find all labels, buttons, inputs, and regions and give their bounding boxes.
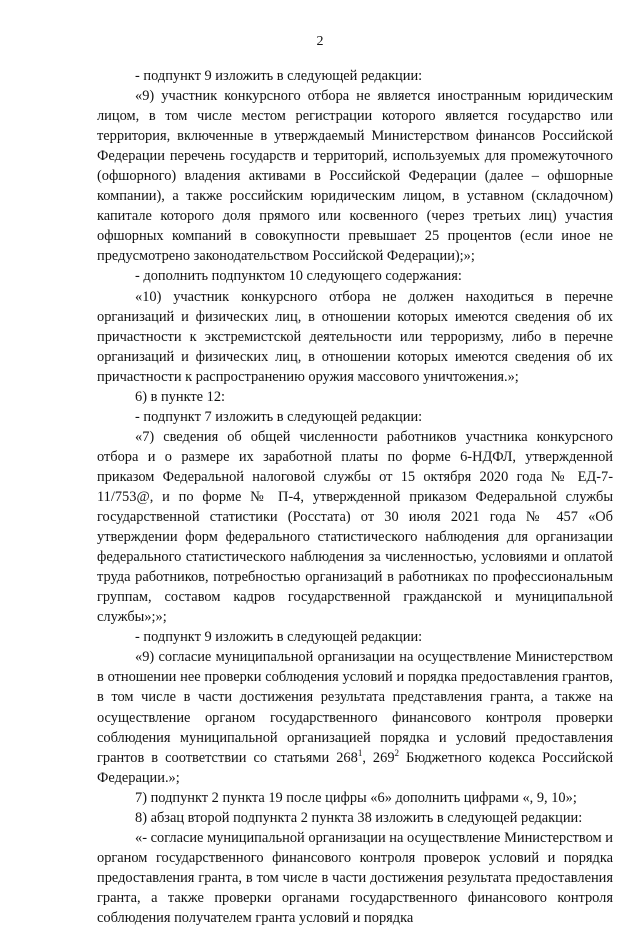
paragraph-9-text-end: Бюджетного кодекса Российской Федерации.»;: [97, 749, 614, 786]
paragraph-7: «7) сведения об общей численности работников участника конкурсного отбора и о размере их заработной платы по форме 6-НДФЛ, утвержденной приказом Федеральной налоговой службы от 15 октября 2020 года № ЕД-7-11/753@, и по форме № П-4, утвержденной приказом Федеральной службы государственной статистики (Росстата) от 30 июля 2021 года № 457 «Об утверждении форм федерального статистического наблюдения для организации федерального статистического наблюдения за численностью, условиями и оплатой труда работников, потребностью организаций в работниках по профессиональным группам, составом кадров государственной гражданской и муниципальной службы»;»;: [97, 428, 613, 626]
paragraph-4: «10) участник конкурсного отбора не должен находиться в перечне организаций и физических лиц, в отношении которых имеются сведения об их причастности к экстремистской деятельности или терроризму, либо в перечне организаций и физических лиц, в отношении которых имеются сведения об их причастности к распространению оружия массового уничтожения.»;: [97, 288, 613, 385]
paragraph-5: 6) в пункте 12:: [135, 388, 226, 405]
article-superscript-1: 1: [357, 747, 363, 758]
paragraph-11: 8) абзац второй подпункта 2 пункта 38 изложить в следующей редакции:: [135, 809, 583, 826]
paragraph-9-text-start: «9) согласие муниципальной организации на осуществление Министерством в отношении нее проверки соблюдения условий и порядка предоставления грантов, в том числе в части достижения результата представления гранта, а также на осуществление органом государственного финансового контроля проверки соблюдения муниципальной организацией порядка и условий предоставления грантов в соответствии со статьями 268: [97, 649, 613, 766]
article-superscript-2: 2: [394, 747, 400, 758]
document-body: [97, 66, 613, 928]
page-number: 2: [316, 34, 324, 49]
paragraph-9: [97, 647, 613, 787]
paragraph-6: - подпункт 7 изложить в следующей редакции:: [135, 408, 423, 425]
paragraph-8: - подпункт 9 изложить в следующей редакции:: [135, 629, 423, 646]
paragraph-1: - подпункт 9 изложить в следующей редакции:: [135, 68, 423, 84]
paragraph-2: «9) участник конкурсного отбора не является иностранным юридическим лицом, в том числе местом регистрации которого является государство или территория, включенные в утверждаемый Министерством финансов Российской Федерации перечень государств и территорий, используемых для промежуточного (офшорного) владения активами в Российской Федерации (далее – офшорные компании), а также российским юридическим лицом, в уставном (складочном) капитале которого доля прямого или косвенного (через третьих лиц) участия офшорных компаний в совокупности превышает 25 процентов (если иное не предусмотрено законодательством Российской Федерации);»;: [97, 88, 613, 265]
paragraph-3: - дополнить подпунктом 10 следующего содержания:: [135, 268, 462, 285]
paragraph-12: «- согласие муниципальной организации на осуществление Министерством и органом государственного финансового контроля проверок условий и порядка предоставления гранта, в том числе в части достижения результата предоставления гранта, а также проверки органами государственного финансового контроля соблюдения получателем гранта условий и порядка: [97, 829, 613, 926]
paragraph-9-text-middle: , 269: [362, 749, 395, 766]
paragraph-10: 7) подпункт 2 пункта 19 после цифры «6» дополнить цифрами «, 9, 10»;: [135, 789, 577, 806]
